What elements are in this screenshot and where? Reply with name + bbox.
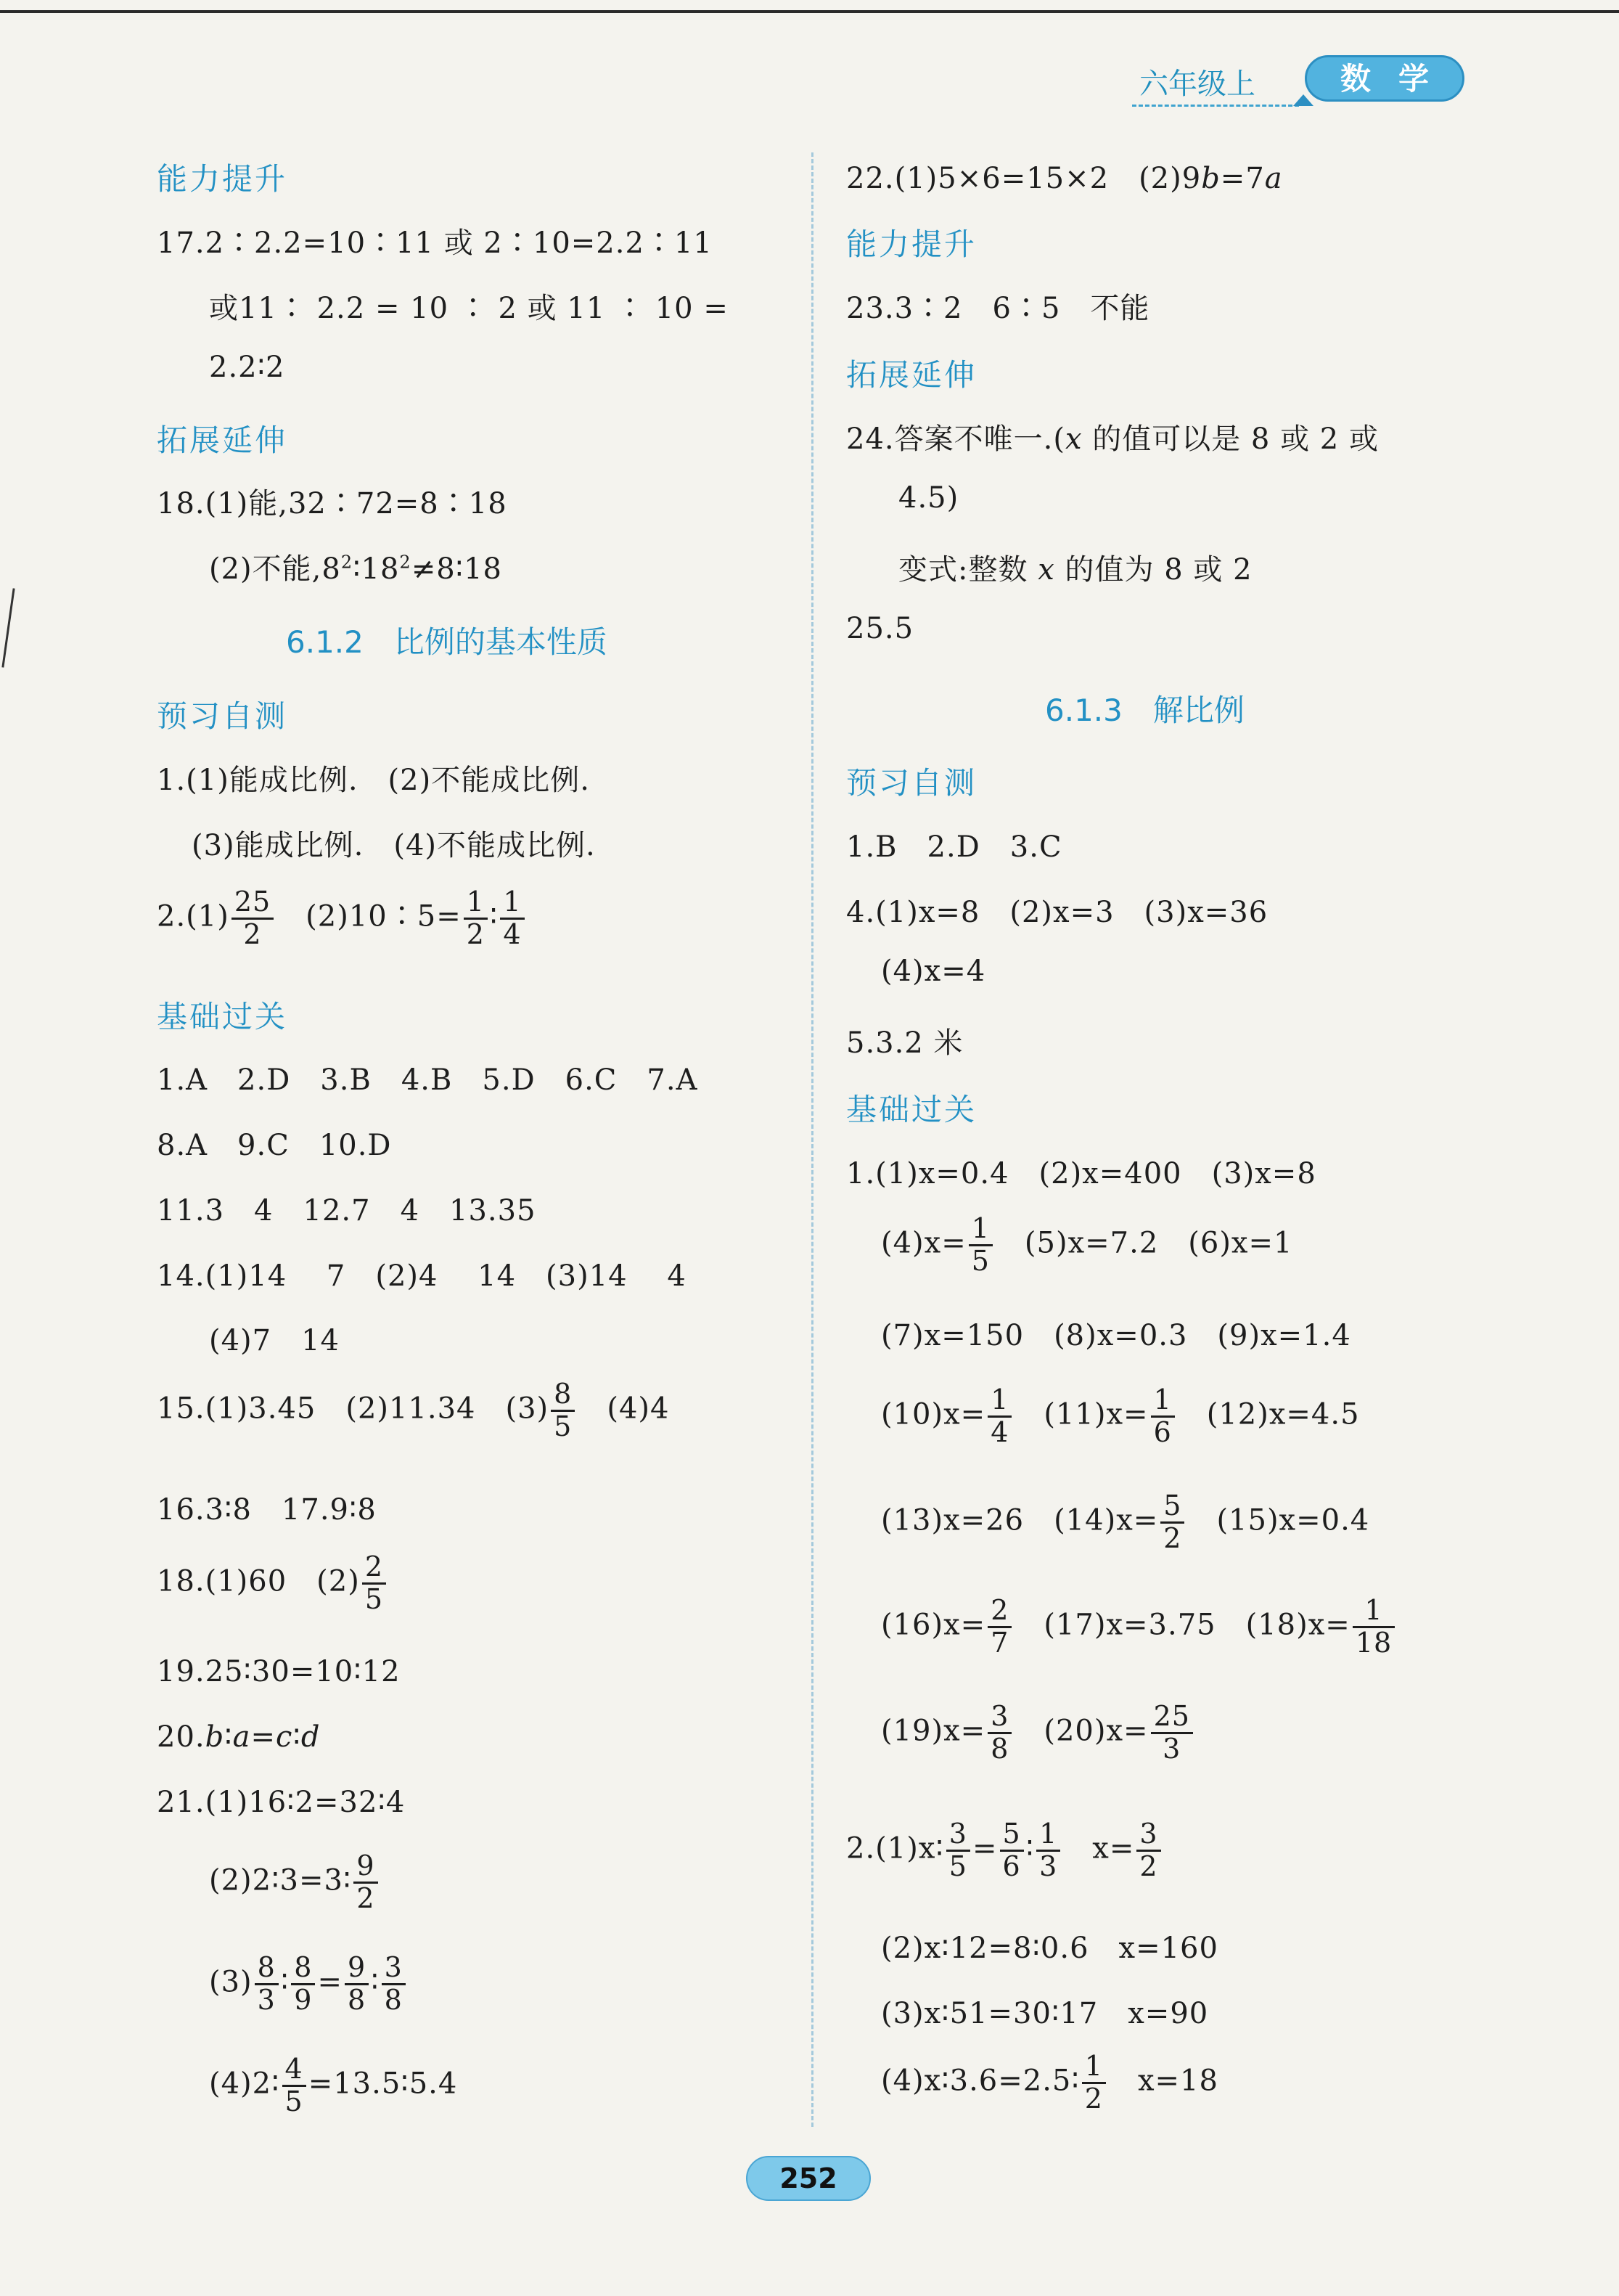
heading-ability: 能力提升 <box>157 161 288 197</box>
preview-1a: 1.(1)能成比例. (2)不能成比例. <box>157 764 590 797</box>
answer-18a: 18.(1)能,32∶72=8∶18 <box>157 487 507 520</box>
grade-label: 六年级上 <box>1139 68 1255 101</box>
solve-2c: (3)x∶51=30∶17 x=90 <box>881 1997 1209 2030</box>
basics-11: 11.3 4 12.7 4 13.35 <box>157 1194 536 1227</box>
answer-24a: 24.答案不唯一.(x 的值可以是 8 或 2 或 <box>846 422 1379 456</box>
basics-21c: (3) $\frac{8}{3}$ ∶ $\frac{8}{9}$ = $\frac{9}{8}$ ∶ $\frac{3}{8}$ <box>209 1953 408 2016</box>
solve-1b: (4)x= $\frac{1}{5}$ (5)x=7.2 (6)x=1 <box>881 1212 1293 1277</box>
heading-ability-right: 能力提升 <box>846 226 977 262</box>
answer-25: 25.5 <box>846 612 914 645</box>
column-divider <box>811 152 813 2127</box>
basics-19: 19.25∶30=10∶12 <box>157 1655 401 1688</box>
basics-8: 8.A 9.C 10.D <box>157 1129 392 1162</box>
answer-17a: 17.2∶2.2=10∶11 或 2∶10=2.2∶11 <box>157 226 713 260</box>
pen-mark <box>1 588 15 667</box>
preview-r1: 1.B 2.D 3.C <box>846 830 1062 864</box>
heading-basics-right: 基础过关 <box>846 1092 977 1127</box>
preview-r4a: 4.(1)x=8 (2)x=3 (3)x=36 <box>846 896 1268 929</box>
solve-1d: (10)x= $\frac{1}{4}$ (11)x= $\frac{1}{6}$ (12)x=4.5 <box>881 1384 1360 1448</box>
top-rule <box>0 10 1619 13</box>
answer-22: 22.(1)5×6=15×2 (2)9b=7a <box>846 162 1283 195</box>
basics-14a: 14.(1)14 7 (2)4 14 (3)14 4 <box>157 1259 686 1293</box>
header-dash <box>1132 105 1299 107</box>
solve-1a: 1.(1)x=0.4 (2)x=400 (3)x=8 <box>846 1157 1316 1190</box>
answer-17c: 2.2∶2 <box>209 351 285 384</box>
answer-18b: (2)不能$,8^2∶18^2\ne 8∶18$ <box>209 552 502 586</box>
basics-16: 16.3∶8 17.9∶8 <box>157 1493 377 1527</box>
basics-20: 20.b∶a=c∶d <box>157 1720 321 1754</box>
basics-21d: (4)2∶ $\frac{4}{5}$ =13.5∶5.4 <box>209 2053 458 2117</box>
basics-18: 18.(1)60 (2) $\frac{2}{5}$ <box>157 1552 388 1615</box>
heading-extension: 拓展延伸 <box>157 422 288 458</box>
section-title-613: 6.1.3 解比例 <box>1045 693 1245 728</box>
solve-1c: (7)x=150 (8)x=0.3 (9)x=1.4 <box>881 1319 1351 1352</box>
answer-23: 23.3∶2 6∶5 不能 <box>846 292 1150 325</box>
page-header <box>1132 55 1466 110</box>
heading-basics: 基础过关 <box>157 999 288 1034</box>
solve-2b: (2)x∶12=8∶0.6 x=160 <box>881 1932 1218 1965</box>
subject-badge: 数学 <box>1305 55 1464 102</box>
solve-1g: (19)x= $\frac{3}{8}$ (20)x= $\frac{25}{3}$ <box>881 1701 1195 1765</box>
basics-21a: 21.(1)16∶2=32∶4 <box>157 1786 406 1819</box>
preview-r5: 5.3.2 米 <box>846 1026 964 1060</box>
preview-1b: (3)能成比例. (4)不能成比例. <box>192 829 596 862</box>
preview-2: 2.(1) $\frac{25}{2}$ (2)10∶5= $\frac{1}{2}$ ∶ $\frac{1}{4}$ <box>157 887 527 950</box>
heading-extension-right: 拓展延伸 <box>846 357 977 393</box>
heading-preview: 预习自测 <box>157 698 288 734</box>
answer-17b: 或11∶ 2.2 = 10 ∶ 2 或 11 ∶ 10 = <box>209 292 729 325</box>
basics-21b: (2)2∶3=3∶ $\frac{9}{2}$ <box>209 1851 380 1914</box>
header-pointer <box>1293 94 1313 106</box>
basics-15: 15.(1)3.45 (2)11.34 (3) $\frac{8}{5}$ (4)4 <box>157 1378 670 1442</box>
basics-1: 1.A 2.D 3.B 4.B 5.D 6.C 7.A <box>157 1063 698 1097</box>
basics-14b: (4)7 14 <box>209 1324 340 1357</box>
page-number: 252 <box>746 2156 871 2201</box>
solve-1f: (16)x= $\frac{2}{7}$ (17)x=3.75 (18)x= $\frac{1}{18}$ <box>881 1596 1397 1659</box>
solve-1e: (13)x=26 (14)x= $\frac{5}{2}$ (15)x=0.4 <box>881 1490 1370 1554</box>
solve-2a: 2.(1)x∶ $\frac{3}{5}$ = $\frac{5}{6}$ ∶ $\frac{1}{3}$ x= $\frac{3}{2}$ <box>846 1819 1163 1882</box>
preview-r4b: (4)x=4 <box>881 955 986 988</box>
solve-2d: (4)x∶3.6=2.5∶ $\frac{1}{2}$ x=18 <box>881 2050 1218 2115</box>
answer-24c: 变式:整数 x 的值为 8 或 2 <box>898 553 1253 587</box>
answer-24b: 4.5) <box>898 481 959 515</box>
heading-preview-right: 预习自测 <box>846 765 977 801</box>
section-title-612: 6.1.2 比例的基本性质 <box>286 624 607 660</box>
